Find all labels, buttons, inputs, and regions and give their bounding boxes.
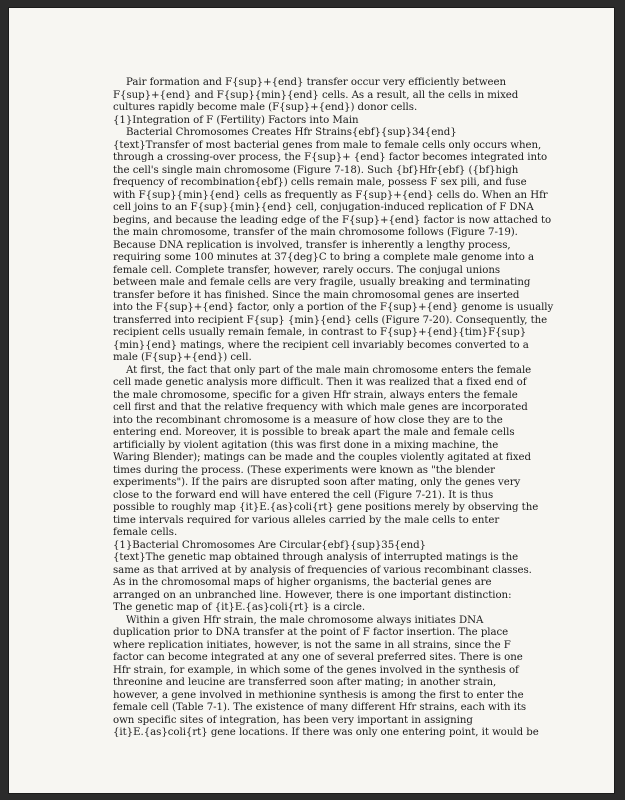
text-line: female cell (Table 7-1). The existence of many different Hfr strains, each with its [113,702,527,713]
text-line: with F{sup}{min}{end} cells as frequently as F{sup}+{end} cells do. When an Hfr [113,189,548,201]
text-line: transferred into recipient F{sup} {min}{end} cells (Figure 7-20). Consequently, the [113,314,548,326]
text-line: into the F{sup}+{end} factor, only a portion of the F{sup}+{end} genome is usually [113,302,554,313]
text-line: frequency of recombination{ebf}) cells remain male, possess F sex pili, and fuse [113,177,527,188]
text-line: duplication prior to DNA transfer at the point of F factor insertion. The place [113,627,509,638]
text-line: between male and female cells are very fragile, usually breaking and terminating [113,277,531,288]
text-line: own specific sites of integration, has been very important in assigning [113,714,473,726]
text-line: factor can become integrated at any one of several preferred sites. There is one [113,652,523,663]
text-line: where replication initiates, however, is not the same in all strains, since the F [113,639,511,651]
text-line: {it}E.{as}coli{rt} gene locations. If there was only one entering point, it would be [113,727,539,738]
text-line: through a crossing-over process, the F{sup}+ {end} factor becomes integrated into [113,152,548,163]
text-line: Pair formation and F{sup}+{end} transfer occur very efficiently between [126,77,506,88]
text-line: the cell's single main chromosome (Figure 7-18). Such {bf}Hfr{ebf} ({bf}high [113,164,519,176]
text-line: time intervals required for various alleles carried by the male cells to enter [113,514,500,526]
text-line: times during the process. (These experiments were known as "the blender [113,464,495,476]
text-line: female cells. [113,527,178,538]
text-line: into the recombinant chromosome is a measure of how close they are to the [113,414,503,426]
text-line: same as that arrived at by analysis of frequencies of various recombinant classes. [113,564,532,576]
text-line: female cell. Complete transfer, however, rarely occurs. The conjugal unions [113,264,501,276]
text-line: cell first and that the relative frequency with which male genes are incorporated [113,402,528,413]
text-line: Because DNA replication is involved, transfer is inherently a lengthy process, [113,239,511,251]
text-line: recipient cells usually remain female, in contrast to F{sup}+{end}{tim}F{sup} [113,327,527,338]
text-line: {text}The genetic map obtained through analysis of interrupted matings is the [113,552,519,563]
text-line: cell joins to an F{sup}{min}{end} cell, conjugation-induced replication of F DNA [113,202,534,213]
text-line: experiments"). If the pairs are disrupted soon after mating, only the genes very [113,477,521,488]
text-line: the male chromosome, specific for a given Hfr strain, always enters the female [113,389,518,401]
paper-sheet [9,8,614,793]
text-line: the main chromosome, transfer of the main chromosome follows (Figure 7-19). [113,227,518,238]
text-line: {min}{end} matings, where the recipient cell invariably becomes converted to a [113,339,529,351]
typed-text-body [113,77,554,740]
text-line: requiring some 100 minutes at 37{deg}C to bring a complete male genome into a [113,252,535,263]
text-line: artificially by violent agitation (this was first done in a mixing machine, the [113,439,499,451]
text-line: arranged on an unbranched line. However, there is one important distinction: [113,589,512,601]
text-line: however, a gene involved in methionine synthesis is among the first to enter the [113,689,524,701]
text-line: F{sup}+{end} and F{sup}{min}{end} cells. As a result, all the cells in mixed [113,89,519,101]
text-line: Hfr strain, for example, in which some of the genes involved in the synthesis of [113,664,519,676]
text-line: {1}Bacterial Chromosomes Are Circular{ebf}{sup}35{end} [113,539,426,551]
text-line: Within a given Hfr strain, the male chromosome always initiates DNA [126,614,484,626]
text-line: At first, the fact that only part of the male main chromosome enters the female [126,364,532,376]
text-line: close to the forward end will have entered the cell (Figure 7-21). It is thus [113,489,494,501]
text-line: Waring Blender); matings can be made and the couples violently agitated at fixed [113,452,532,463]
text-line: entering end. Moreover, it is possible to break apart the male and female cells [113,427,515,438]
text-line: male (F{sup}+{end}) cell. [113,352,252,363]
text-line: possible to roughly map {it}E.{as}coli{rt} gene positions merely by observing the [113,502,539,513]
text-line: Bacterial Chromosomes Creates Hfr Strains{ebf}{sup}34{end} [126,127,457,138]
text-line: transfer before it has finished. Since the main chromosomal genes are inserted [113,289,520,301]
text-line: cultures rapidly become male (F{sup}+{end}) donor cells. [113,102,418,113]
text-line: {1}Integration of F (Fertility) Factors into Main [113,114,359,126]
text-line: begins, and because the leading edge of the F{sup}+{end} factor is now attached to [113,214,552,226]
text-line: {text}Transfer of most bacterial genes from male to female cells only occurs when, [113,139,542,151]
text-line: The genetic map of {it}E.{as}coli{rt} is a circle. [113,602,366,613]
text-line: threonine and leucine are transferred soon after mating; in another strain, [113,677,497,688]
text-line: cell made genetic analysis more difficult. Then it was realized that a fixed end of [113,377,527,388]
text-line: As in the chromosomal maps of higher organisms, the bacterial genes are [113,577,492,588]
